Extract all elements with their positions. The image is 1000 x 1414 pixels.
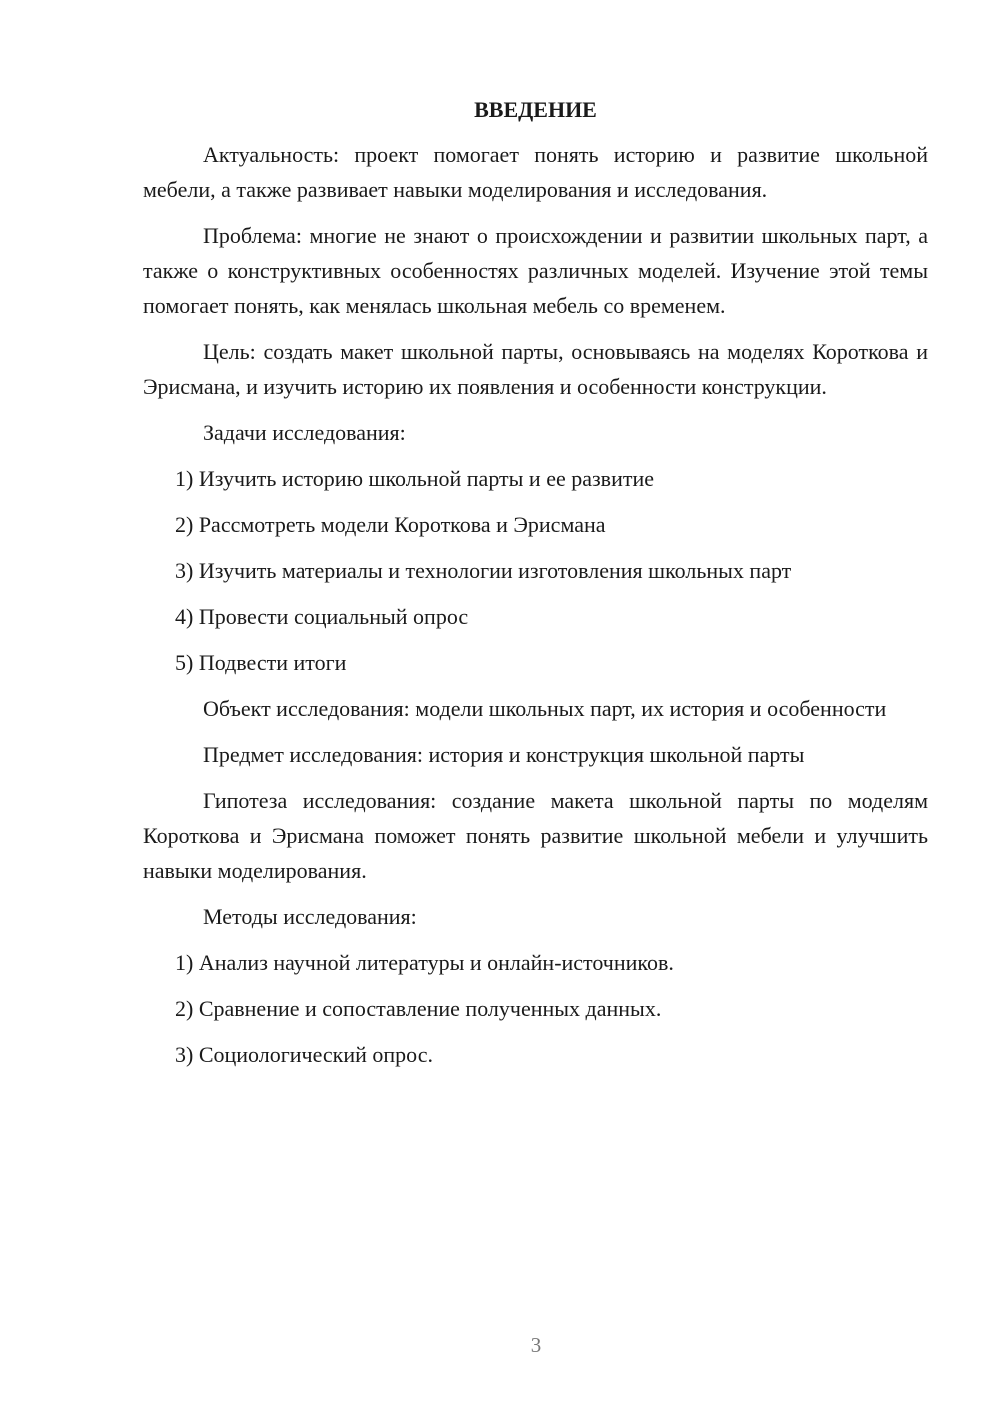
task-item: 3) Изучить материалы и технологии изготовления школьных парт (175, 558, 792, 583)
method-item: 2) Сравнение и сопоставление полученных данных. (175, 996, 662, 1021)
relevance-paragraph: Актуальность: проект помогает понять историю и развитие школьной мебели, а также развивает навыки моделирования и исследования. (143, 142, 928, 202)
method-item: 1) Анализ научной литературы и онлайн-источников. (175, 950, 674, 975)
object-paragraph: Объект исследования: модели школьных парт, их история и особенности (203, 696, 887, 721)
method-item: 3) Социологический опрос. (175, 1042, 433, 1067)
task-item: 4) Провести социальный опрос (175, 604, 469, 629)
task-item: 1) Изучить историю школьной парты и ее развитие (175, 466, 654, 491)
methods-heading: Методы исследования: (203, 904, 417, 929)
subject-paragraph: Предмет исследования: история и конструкция школьной парты (203, 742, 805, 767)
methods-list (143, 945, 928, 1072)
page-number: 3 (530, 1333, 542, 1357)
document-body (143, 95, 928, 1083)
task-item: 5) Подвести итоги (175, 650, 347, 675)
hypothesis-paragraph: Гипотеза исследования: создание макета школьной парты по моделям Короткова и Эрисмана поможет понять развитие школьной мебели и улучшить навыки моделирования. (143, 788, 928, 883)
section-title: ВВЕДЕНИЕ (474, 97, 597, 122)
tasks-list (143, 461, 928, 680)
goal-paragraph: Цель: создать макет школьной парты, основываясь на моделях Короткова и Эрисмана, и изучить историю их появления и особенности конструкции. (143, 339, 928, 399)
problem-paragraph: Проблема: многие не знают о происхождении и развитии школьных парт, а также о конструктивных особенностях различных моделей. Изучение этой темы помогает понять, как менялась школьная мебель со временем. (143, 223, 928, 318)
tasks-heading: Задачи исследования: (203, 420, 406, 445)
task-item: 2) Рассмотреть модели Короткова и Эрисмана (175, 512, 606, 537)
